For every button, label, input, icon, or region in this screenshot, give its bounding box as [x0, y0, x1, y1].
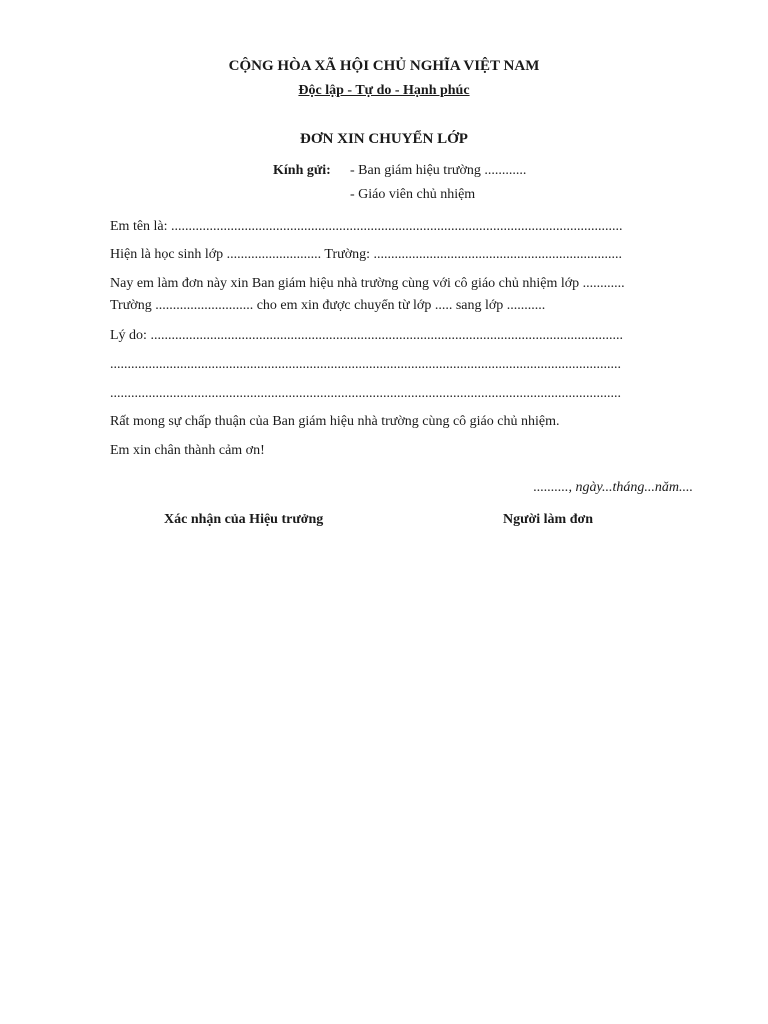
- student-class-line: Hiện là học sinh lớp ........................... Trường: .......................................................................: [110, 247, 623, 262]
- national-title: CỘNG HÒA XÃ HỘI CHỦ NGHĨA VIỆT NAM: [228, 58, 540, 74]
- request-line-1: Nay em làm đơn này xin Ban giám hiệu nhà trường cùng với cô giáo chủ nhiệm lớp ............: [110, 276, 625, 291]
- national-motto: Độc lập - Tự do - Hạnh phúc: [298, 83, 470, 98]
- reason-line: Lý do: .......................................................................................................................................: [110, 328, 623, 343]
- reason-continuation-line-2: ..................................................................................................................................................: [110, 386, 621, 401]
- reason-continuation-line-1: ..................................................................................................................................................: [110, 357, 621, 372]
- closing-hope-line: Rất mong sự chấp thuận của Ban giám hiệu nhà trường cùng cô giáo chủ nhiệm.: [110, 414, 560, 429]
- request-line-2: Trường ............................ cho em xin được chuyển từ lớp ..... sang lớp ...........: [110, 298, 546, 313]
- document-title: ĐƠN XIN CHUYỂN LỚP: [300, 131, 468, 147]
- recipient-principal: - Ban giám hiệu trường ............: [350, 163, 527, 178]
- principal-confirmation-label: Xác nhận của Hiệu trưởng: [164, 512, 324, 527]
- recipient-homeroom-teacher: - Giáo viên chủ nhiệm: [350, 187, 476, 202]
- student-name-line: Em tên là: .................................................................................................................................: [110, 219, 623, 234]
- closing-thanks-line: Em xin chân thành cảm ơn!: [110, 443, 265, 458]
- applicant-signature-label: Người làm đơn: [503, 512, 594, 527]
- recipient-label: Kính gửi:: [273, 163, 331, 178]
- date-line: .........., ngày...tháng...năm....: [533, 480, 693, 495]
